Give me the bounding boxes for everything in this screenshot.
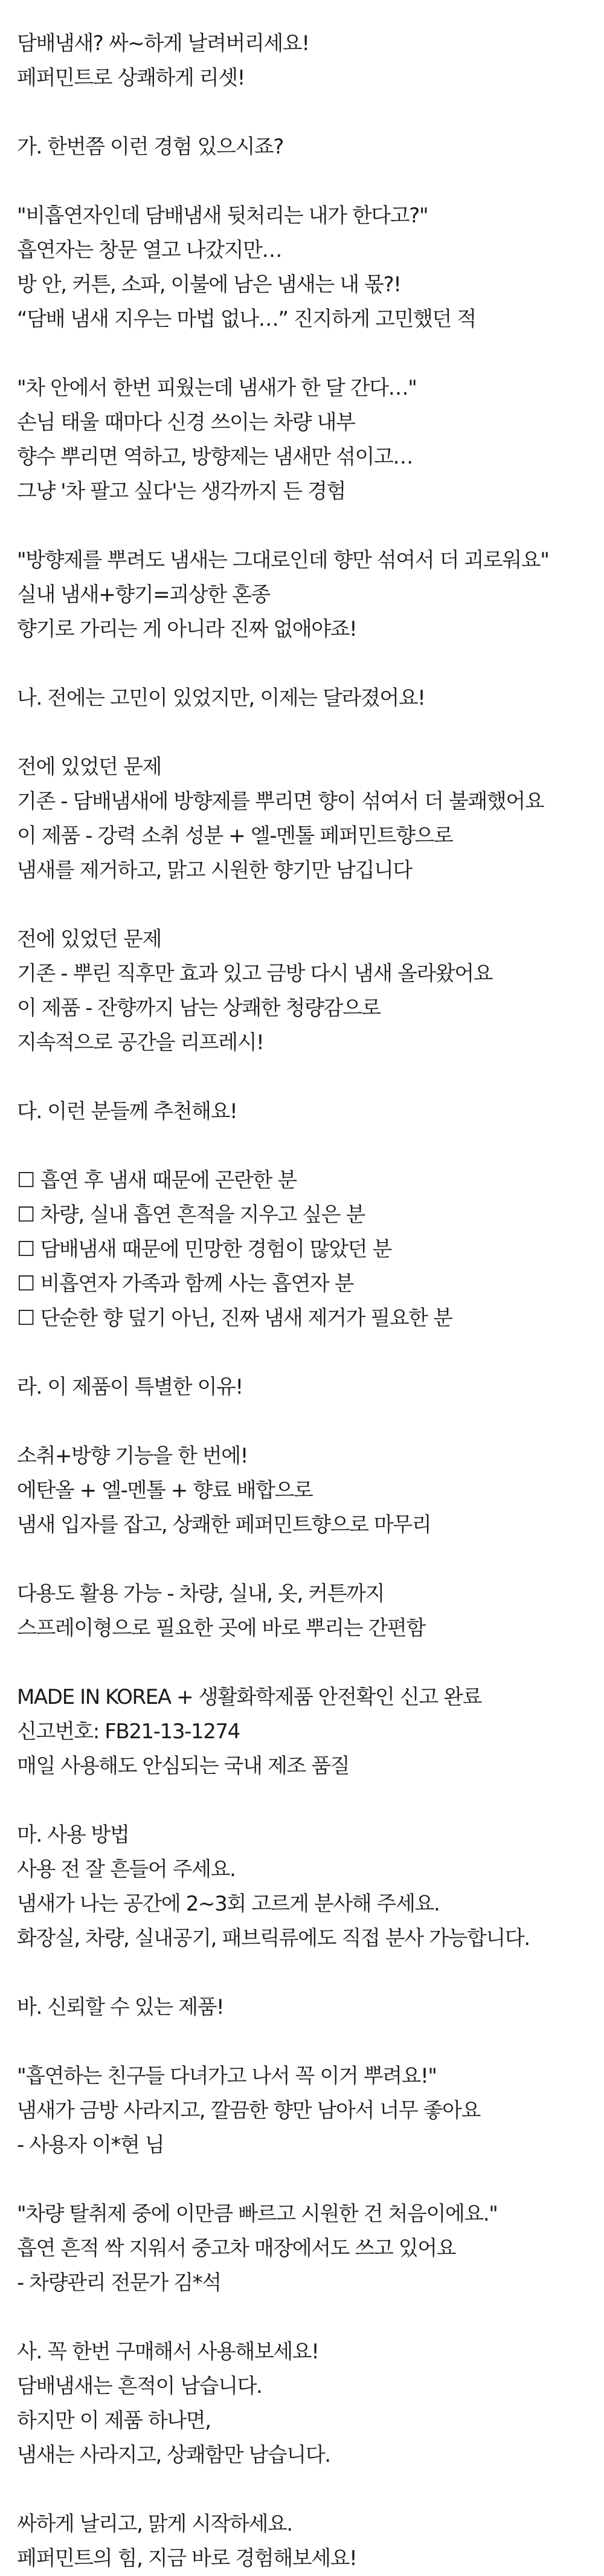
blank-line bbox=[17, 1405, 597, 1439]
text-line: 바. 신뢰할 수 있는 제품! bbox=[17, 1995, 224, 2019]
text-line: 향수 뿌리면 역하고, 방향제는 냄새만 섞이고… bbox=[17, 445, 413, 469]
blank-line bbox=[17, 164, 597, 199]
text-line: "방향제를 뿌려도 냄새는 그대로인데 향만 섞여서 더 괴로워요" bbox=[17, 548, 549, 572]
text-line: 냄새가 나는 공간에 2~3회 고르게 분사해 주세요. bbox=[17, 1892, 440, 1916]
text-line: 흡연자는 창문 열고 나갔지만… bbox=[17, 238, 282, 262]
text-line: MADE IN KOREA + 생활화학제품 안전확인 신고 완료 bbox=[17, 1685, 482, 1709]
blank-line bbox=[17, 1784, 597, 1818]
text-line: 사. 꼭 한번 구매해서 사용해보세요! bbox=[17, 2340, 319, 2364]
text-line: 그냥 '차 팔고 싶다'는 생각까지 든 경험 bbox=[17, 479, 345, 503]
text-line: 기존 - 뿌린 직후만 효과 있고 금방 다시 냄새 올라왔어요 bbox=[17, 962, 493, 986]
blank-line bbox=[17, 716, 597, 750]
text-line: - 차량관리 전문가 김*석 bbox=[17, 2271, 221, 2295]
blank-line bbox=[17, 2473, 597, 2507]
text-line: “담배 냄새 지우는 마법 없나…” 진지하게 고민했던 적 bbox=[17, 307, 476, 331]
text-line: 사용 전 잘 흔들어 주세요. bbox=[17, 1857, 236, 1882]
text-line: 소취+방향 기능을 한 번에! bbox=[17, 1444, 248, 1468]
text-line: 페퍼민트로 상쾌하게 리셋! bbox=[17, 66, 245, 90]
blank-line bbox=[17, 2025, 597, 2059]
blank-line bbox=[17, 647, 597, 681]
text-line: ☐ 담배냄새 때문에 민망한 경험이 많았던 분 bbox=[17, 1237, 392, 1261]
text-line: "차 안에서 한번 피웠는데 냄새가 한 달 간다…" bbox=[17, 376, 417, 400]
text-line: 싸하게 날리고, 맑게 시작하세요. bbox=[17, 2512, 292, 2536]
text-line: 이 제품 - 잔향까지 남는 상쾌한 청량감으로 bbox=[17, 996, 381, 1020]
text-line: 다용도 활용 가능 - 차량, 실내, 옷, 커튼까지 bbox=[17, 1582, 385, 1606]
text-line: "비흡연자인데 담배냄새 뒷처리는 내가 한다고?" bbox=[17, 204, 428, 228]
text-line: 냄새가 금방 사라지고, 깔끔한 향만 남아서 너무 좋아요 bbox=[17, 2099, 481, 2123]
text-line: 전에 있었던 문제 bbox=[17, 927, 161, 951]
text-line: 향기로 가리는 게 아니라 진짜 없애야죠! bbox=[17, 617, 357, 641]
text-line: 실내 냄새+향기=괴상한 혼종 bbox=[17, 583, 270, 607]
text-line: 가. 한번쯤 이런 경험 있으시죠? bbox=[17, 135, 284, 159]
text-line: 방 안, 커튼, 소파, 이불에 남은 냄새는 내 몫?! bbox=[17, 273, 401, 297]
text-line: 담배냄새? 싸~하게 날려버리세요! bbox=[17, 31, 309, 56]
blank-line bbox=[17, 888, 597, 922]
text-line: ☐ 비흡연자 가족과 함께 사는 흡연자 분 bbox=[17, 1272, 354, 1296]
text-line: 전에 있었던 문제 bbox=[17, 755, 161, 779]
text-line: 매일 사용해도 안심되는 국내 제조 품질 bbox=[17, 1754, 350, 1778]
blank-line bbox=[17, 2163, 597, 2197]
text-line: 신고번호: FB21-13-1274 bbox=[17, 1720, 240, 1744]
blank-line bbox=[17, 1646, 597, 1680]
text-line: - 사용자 이*현 님 bbox=[17, 2133, 164, 2157]
text-line: "흡연하는 친구들 다녀가고 나서 꼭 이거 뿌려요!" bbox=[17, 2064, 437, 2088]
blank-line bbox=[17, 2300, 597, 2335]
blank-line bbox=[17, 1542, 597, 1577]
text-line: 화장실, 차량, 실내공기, 패브릭류에도 직접 분사 가능합니다. bbox=[17, 1926, 530, 1950]
text-line: 손님 태울 때마다 신경 쓰이는 차량 내부 bbox=[17, 410, 355, 435]
blank-line bbox=[17, 95, 597, 130]
text-line: 스프레이형으로 필요한 곳에 바로 뿌리는 간편함 bbox=[17, 1616, 425, 1640]
text-line: 에탄올 + 엘-멘톨 + 향료 배합으로 bbox=[17, 1478, 313, 1503]
text-line: 지속적으로 공간을 리프레시! bbox=[17, 1031, 264, 1055]
text-line: 라. 이 제품이 특별한 이유! bbox=[17, 1375, 243, 1399]
text-line: ☐ 단순한 향 덮기 아닌, 진짜 냄새 제거가 필요한 분 bbox=[17, 1306, 452, 1330]
text-line: 이 제품 - 강력 소취 성분 + 엘-멘톨 페퍼민트향으로 bbox=[17, 824, 453, 848]
blank-line bbox=[17, 1129, 597, 1163]
text-line: 다. 이런 분들께 추천해요! bbox=[17, 1099, 237, 1124]
text-line: ☐ 흡연 후 냄새 때문에 곤란한 분 bbox=[17, 1168, 297, 1193]
text-line: 냄새 입자를 잡고, 상쾌한 페퍼민트향으로 마무리 bbox=[17, 1513, 431, 1537]
text-line: 마. 사용 방법 bbox=[17, 1823, 129, 1847]
text-line: 담배냄새는 흔적이 남습니다. bbox=[17, 2374, 262, 2398]
text-line: 냄새를 제거하고, 맑고 시원한 향기만 남깁니다 bbox=[17, 858, 412, 882]
text-line: ☐ 차량, 실내 흡연 흔적을 지우고 싶은 분 bbox=[17, 1203, 365, 1227]
blank-line bbox=[17, 1956, 597, 1990]
text-line: 나. 전에는 고민이 있었지만, 이제는 달라졌어요! bbox=[17, 686, 425, 710]
text-line: 냄새는 사라지고, 상쾌함만 남습니다. bbox=[17, 2443, 330, 2467]
text-line: 흡연 흔적 싹 지워서 중고차 매장에서도 쓰고 있어요 bbox=[17, 2236, 456, 2260]
text-line: 페퍼민트의 힘, 지금 바로 경험해보세요! bbox=[17, 2546, 357, 2571]
blank-line bbox=[17, 337, 597, 371]
blank-line bbox=[17, 509, 597, 543]
text-line: "차량 탈취제 중에 이만큼 빠르고 시원한 건 처음이에요." bbox=[17, 2202, 498, 2226]
product-description-document bbox=[17, 0, 597, 2576]
blank-line bbox=[17, 1060, 597, 1095]
text-line: 하지만 이 제품 하나면, bbox=[17, 2409, 211, 2433]
text-line: 기존 - 담배냄새에 방향제를 뿌리면 향이 섞여서 더 불쾌했어요 bbox=[17, 789, 544, 814]
blank-line bbox=[17, 1336, 597, 1370]
